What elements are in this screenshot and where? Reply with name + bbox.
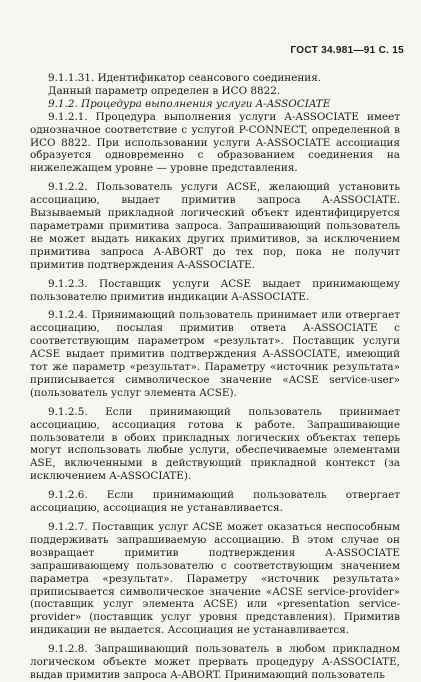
paragraph-9-1-2-2: 9.1.2.2. Пользователь услуги ACSE, желающий установить ассоциацию, выдает примитив запроса A-ASSOCIATE. Вызываемый прикладной логический объект идентифицируется параметрами примитива запроса. Запрашивающий пользователь не может выдать никаких других примитивов, за исключением примитива запроса A-ABORT до тех пор, пока не получит примитив подтверждения A-ASSOCIATE. (30, 181, 400, 271)
paragraph-9-1-2-4: 9.1.2.4. Принимающий пользователь принимает или отвергает ассоциацию, посылая примитив ответа A-ASSOCIATE с соответствующим параметром «результат». Поставщик услуги ACSE выдает примитив подтверждения A-ASSOCIATE, имеющий тот же параметр «результат». Параметру «источник результата» приписывается символическое значение «ACSE service-user» (пользователь услуг элемента ACSE). (30, 309, 400, 399)
paragraph-9-1-2-5: 9.1.2.5. Если принимающий пользователь принимает ассоциацию, ассоциация готова к работе. Запрашивающие пользователи в обоих прикладных логических объектах теперь могут использовать любые услуги, обеспечиваемые элементами ASE, включенными в действующий прикладной контекст (за исключением A-ASSOCIATE). (30, 405, 400, 483)
paragraph-defined-iso: Данный параметр определен в ИСО 8822. (48, 84, 281, 97)
paragraph-9-1-2-3: 9.1.2.3. Поставщик услуги ACSE выдает принимающему пользователю примитив индикации A-ASSOCIATE. (30, 277, 400, 303)
section-heading-9-1-2: 9.1.2. Процедура выполнения услуги A-ASSOCIATE (48, 97, 331, 110)
paragraph-9-1-2-8: 9.1.2.8. Запрашивающий пользователь в любом прикладном логическом объекте может прервать процедуру A-ASSOCIATE, выдав примитив запроса A-ABORT. Принимающий пользователь (30, 643, 400, 681)
paragraph-9-1-2-6: 9.1.2.6. Если принимающий пользователь отвергает ассоциацию, ассоциация не устанавливается. (30, 489, 400, 515)
paragraph-9-1-2-1: 9.1.2.1. Процедура выполнения услуги A-ASSOCIATE имеет однозначное соответствие с услугой P-CONNECT, определенной в ИСО 8822. При использовании услуги A-ASSOCIATE ассоциация образуется одновременно с образованием соединения на нижележащем уровне — уровне представления. (30, 110, 400, 175)
document-body (30, 72, 400, 682)
paragraph-9-1-2-7: 9.1.2.7. Поставщик услуг ACSE может оказаться неспособным поддерживать запрашиваемую ассоциацию. В этом случае он возвращает примитив подтверждения A-ASSOCIATE запрашивающему пользователю с соответствующим значением параметра «результат». Параметру «источник результата» приписывается символическое значение «ACSE service-provider» (поставщик услуг элемента ACSE) или «presentation service-provider» (поставщик услуг уровня представления). Примитив индикации не выдается. Ассоциация не устанавливается. (30, 521, 400, 637)
page-header: ГОСТ 34.981—91 С. 15 (290, 45, 404, 56)
paragraph-9-1-1-31: 9.1.1.31. Идентификатор сеансового соединения. (48, 72, 322, 84)
